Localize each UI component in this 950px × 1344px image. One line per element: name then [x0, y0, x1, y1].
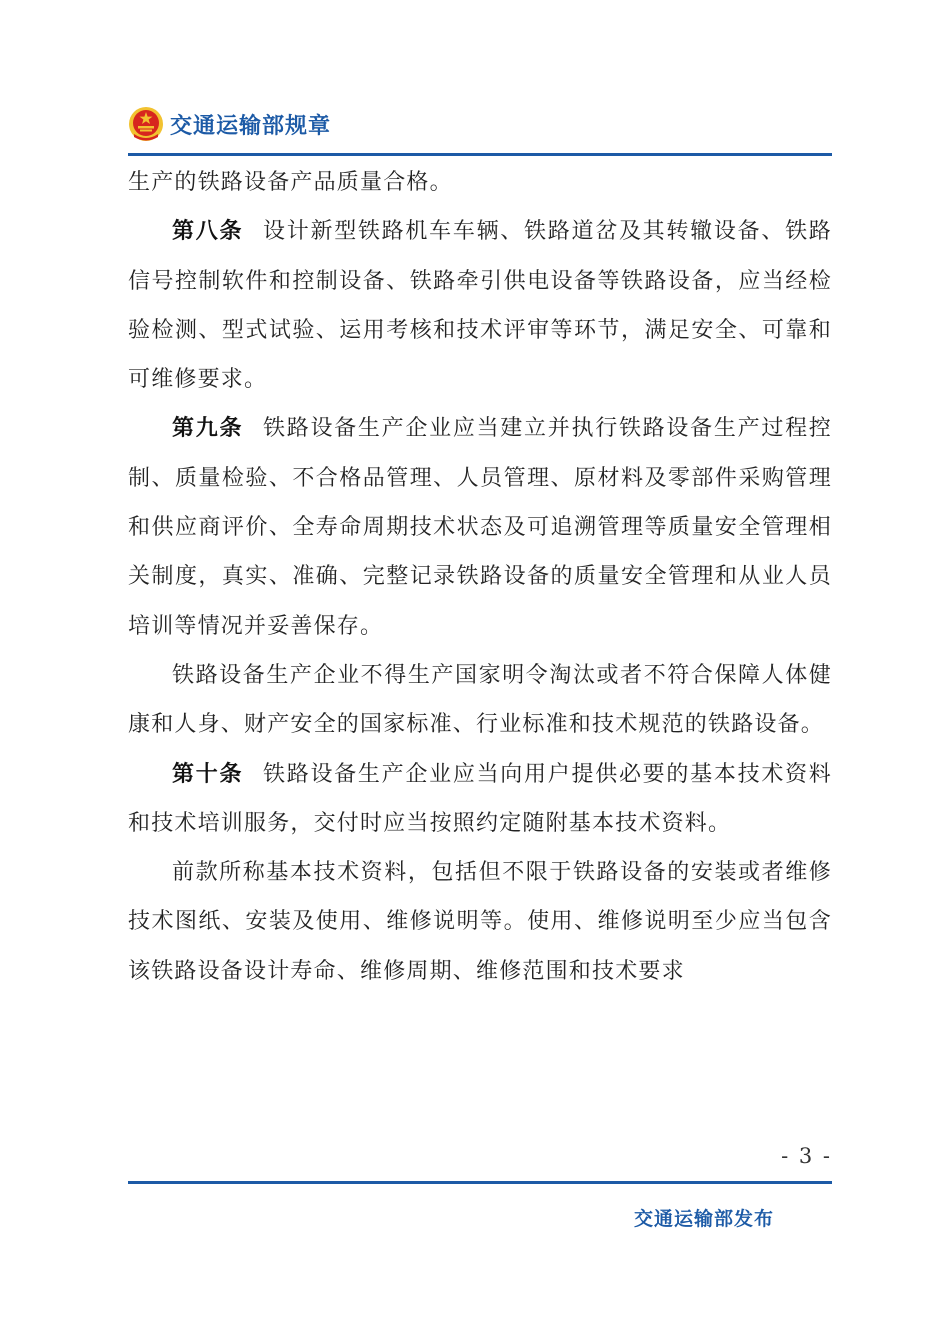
article-8	[128, 207, 832, 404]
article-10-text: 铁路设备生产企业应当向用户提供必要的基本技术资料和技术培训服务，交付时应当按照约定随附基本技术资料。	[128, 761, 832, 836]
article-9	[128, 404, 832, 650]
footer-divider	[128, 1181, 832, 1184]
article-9-text: 铁路设备生产企业应当建立并执行铁路设备生产过程控制、质量检验、不合格品管理、人员管理、原材料及零部件采购管理和供应商评价、全寿命周期技术状态及可追溯管理等质量安全管理相关制度，真实、准确、完整记录铁路设备的质量安全管理和从业人员培训等情况并妥善保存。	[128, 416, 832, 639]
page-header	[128, 104, 331, 144]
article-10-label: 第十条	[172, 761, 244, 787]
header-title: 交通运输部规章	[170, 113, 332, 139]
document-body	[128, 158, 832, 996]
footer-publisher: 交通运输部发布	[633, 1208, 774, 1230]
article-10	[128, 750, 832, 849]
article-9-paragraph-2: 铁路设备生产企业不得生产国家明令淘汰或者不符合保障人体健康和人身、财产安全的国家标准、行业标准和技术规范的铁路设备。	[128, 662, 832, 738]
article-8-text: 设计新型铁路机车车辆、铁路道岔及其转辙设备、铁路信号控制软件和控制设备、铁路牵引供电设备等铁路设备，应当经检验检测、型式试验、运用考核和技术评审等环节，满足安全、可靠和可维修要求。	[128, 219, 832, 393]
article-8-label: 第八条	[172, 219, 244, 245]
page-number: - 3 -	[781, 1144, 832, 1168]
national-emblem-icon	[128, 106, 164, 142]
article-9-label: 第九条	[172, 416, 244, 442]
article-10-paragraph-2: 前款所称基本技术资料，包括但不限于铁路设备的安装或者维修技术图纸、安装及使用、维修说明等。使用、维修说明至少应当包含该铁路设备设计寿命、维修周期、维修范围和技术要求	[128, 860, 832, 984]
paragraph-continuation: 生产的铁路设备产品质量合格。	[128, 170, 453, 195]
header-divider	[128, 153, 832, 156]
